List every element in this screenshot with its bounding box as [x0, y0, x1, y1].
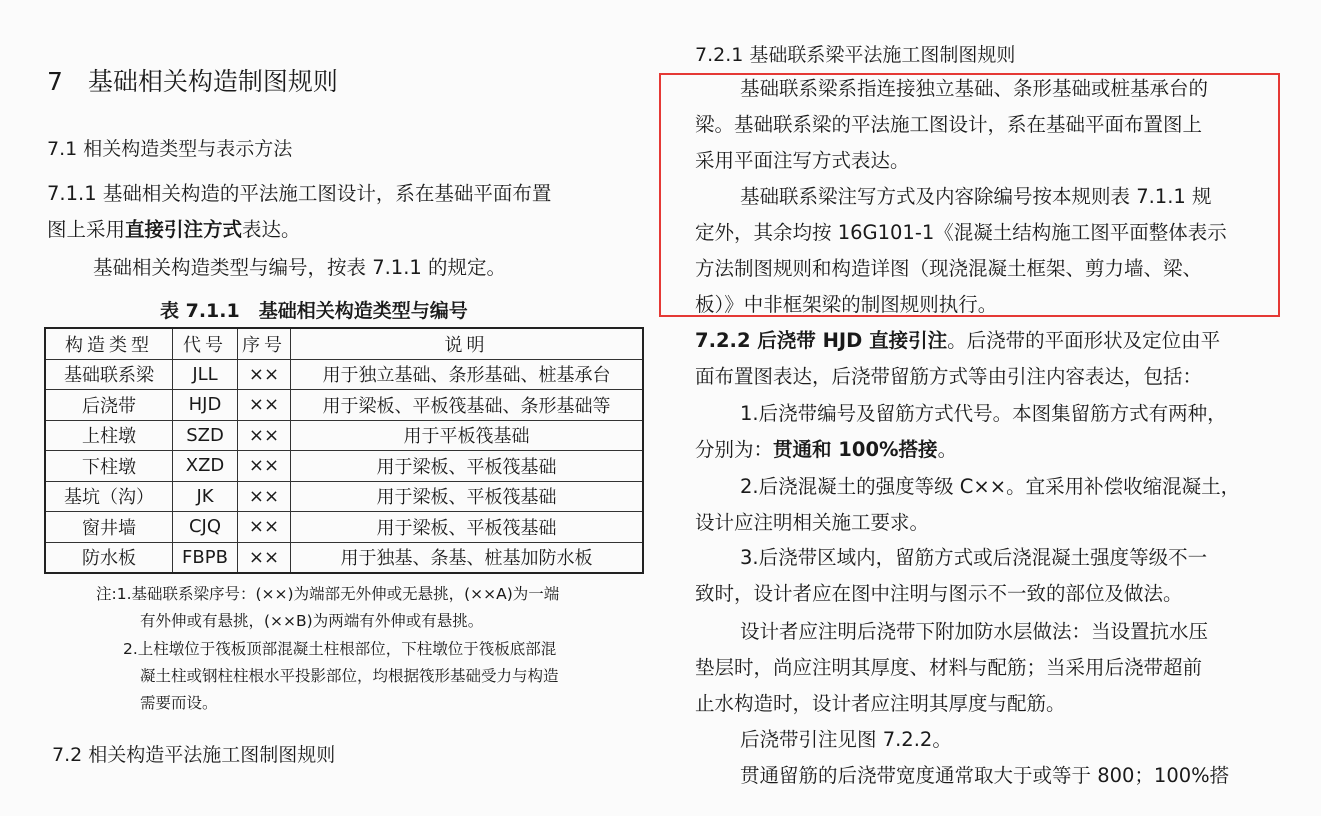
table-cell: HJD: [173, 390, 238, 421]
table-cell: ××: [238, 542, 291, 573]
table-row: [45, 359, 643, 390]
table-cell: 用于梁板、平板筏基础、条形基础等: [291, 390, 644, 421]
waterproof-line1: 设计者应注明后浇带下附加防水层做法：当设置抗水压: [740, 620, 1209, 643]
table-header-cell: 序号: [238, 328, 291, 359]
table-cell: 上柱墩: [45, 420, 173, 451]
para-text: 。后浇带的平面形状及定位由平: [947, 329, 1221, 352]
table-cell: JK: [173, 481, 238, 512]
table-cell: 用于独立基础、条形基础、桩基承台: [291, 359, 644, 390]
table-cell: SZD: [173, 420, 238, 451]
table-header-cell: 说明: [291, 328, 644, 359]
para-text: 表达。: [242, 218, 301, 241]
left-column: [0, 0, 660, 816]
table-row: [45, 390, 643, 421]
boxed-line: 方法制图规则和构造详图（现浇混凝土框架、剪力墙、梁、: [695, 257, 1203, 280]
construction-type-table: [44, 327, 644, 574]
table-cell: XZD: [173, 451, 238, 482]
table-row: [45, 481, 643, 512]
table-title: 表 7.1.1 基础相关构造类型与编号: [160, 300, 468, 322]
note-line: 有外伸或有悬挑，(××B)为两端有外伸或有悬挑。: [140, 612, 484, 630]
table-cell: ××: [238, 420, 291, 451]
table-cell: 用于平板筏基础: [291, 420, 644, 451]
last-line: 贯通留筋的后浇带宽度通常取大于或等于 800；100%搭: [740, 764, 1230, 787]
table-cell: 用于梁板、平板筏基础: [291, 451, 644, 482]
para-text: 图上采用: [47, 218, 126, 241]
table-cell: 基础联系梁: [45, 359, 173, 390]
table-cell: 用于梁板、平板筏基础: [291, 481, 644, 512]
table-cell: ××: [238, 359, 291, 390]
table-cell: JLL: [173, 359, 238, 390]
para-7-1-1-line3: 基础相关构造类型与编号，按表 7.1.1 的规定。: [93, 256, 507, 279]
para-7-2-2-line2: 面布置图表达，后浇带留筋方式等由引注内容表达，包括：: [695, 365, 1203, 388]
waterproof-line2: 垫层时，尚应注明其厚度、材料与配筋；当采用后浇带超前: [695, 656, 1203, 679]
highlight-box: [659, 73, 1280, 317]
para-emphasis: 贯通和 100%搭接: [773, 438, 938, 461]
boxed-line: 梁。基础联系梁的平法施工图设计，系在基础平面布置图上: [695, 113, 1203, 136]
section-7-2-heading: 7.2 相关构造平法施工图制图规则: [52, 744, 336, 766]
table-cell: ××: [238, 512, 291, 543]
item3-line2: 致时，设计者应在图中注明与图示不一致的部位及做法。: [695, 582, 1183, 605]
section-7-1-heading: 7.1 相关构造类型与表示方法: [47, 138, 293, 160]
para-7-1-1-line1: 7.1.1 基础相关构造的平法施工图设计，系在基础平面布置: [47, 182, 552, 205]
boxed-line: 基础联系梁注写方式及内容除编号按本规则表 7.1.1 规: [740, 185, 1212, 208]
note-line: 需要而设。: [140, 694, 218, 712]
boxed-line: 定外，其余均按 16G101-1《混凝土结构施工图平面整体表示: [695, 221, 1227, 244]
table-header-cell: 代号: [173, 328, 238, 359]
table-cell: 用于独基、条基、桩基加防水板: [291, 542, 644, 573]
table-cell: ××: [238, 390, 291, 421]
table-row: [45, 420, 643, 451]
table-cell: 窗井墙: [45, 512, 173, 543]
waterproof-line3: 止水构造时，设计者应注明其厚度与配筋。: [695, 692, 1066, 715]
section-7-2-1-heading: 7.2.1 基础联系梁平法施工图制图规则: [695, 44, 1016, 66]
table-cell: 后浇带: [45, 390, 173, 421]
boxed-line: 基础联系梁系指连接独立基础、条形基础或桩基承台的: [740, 77, 1209, 100]
item1-line2: [695, 432, 957, 468]
table-cell: 防水板: [45, 542, 173, 573]
table-cell: 用于梁板、平板筏基础: [291, 512, 644, 543]
note-line: 凝土柱或钢柱柱根水平投影部位，均根据筏形基础受力与构造: [140, 667, 559, 685]
para-text: 。: [937, 438, 958, 461]
table-cell: CJQ: [173, 512, 238, 543]
para-7-2-2-line1: [695, 323, 1220, 359]
table-row: [45, 451, 643, 482]
item3-line1: 3.后浇带区域内，留筋方式或后浇混凝土强度等级不一: [740, 546, 1208, 569]
item2-line2: 设计应注明相关施工要求。: [695, 511, 930, 534]
table-cell: ××: [238, 451, 291, 482]
table-row: [45, 542, 643, 573]
item2-line1: 2.后浇混凝土的强度等级 C××。宜采用补偿收缩混凝土，: [740, 475, 1241, 498]
para-7-1-1-line2: [47, 212, 301, 248]
para-emphasis: 7.2.2 后浇带 HJD 直接引注: [695, 329, 948, 352]
table-header-row: [45, 328, 643, 359]
boxed-line: 采用平面注写方式表达。: [695, 149, 910, 172]
table-cell: 下柱墩: [45, 451, 173, 482]
boxed-line: 板）》中非框架梁的制图规则执行。: [695, 293, 998, 316]
item1-line1: 1.后浇带编号及留筋方式代号。本图集留筋方式有两种，: [740, 402, 1227, 425]
para-emphasis: 直接引注方式: [125, 218, 243, 241]
table-row: [45, 512, 643, 543]
figure-reference: 后浇带引注见图 7.2.2。: [740, 728, 952, 751]
table-cell: 基坑（沟）: [45, 481, 173, 512]
note-line: 注:1.基础联系梁序号：(××)为端部无外伸或无悬挑，(××A)为一端: [96, 585, 560, 603]
note-line: 2.上柱墩位于筏板顶部混凝土柱根部位，下柱墩位于筏板底部混: [123, 640, 557, 658]
table-cell: FBPB: [173, 542, 238, 573]
table-header-cell: 构造类型: [45, 328, 173, 359]
table-cell: ××: [238, 481, 291, 512]
para-text: 分别为：: [695, 438, 774, 461]
chapter-title: 7 基础相关构造制图规则: [47, 67, 338, 96]
